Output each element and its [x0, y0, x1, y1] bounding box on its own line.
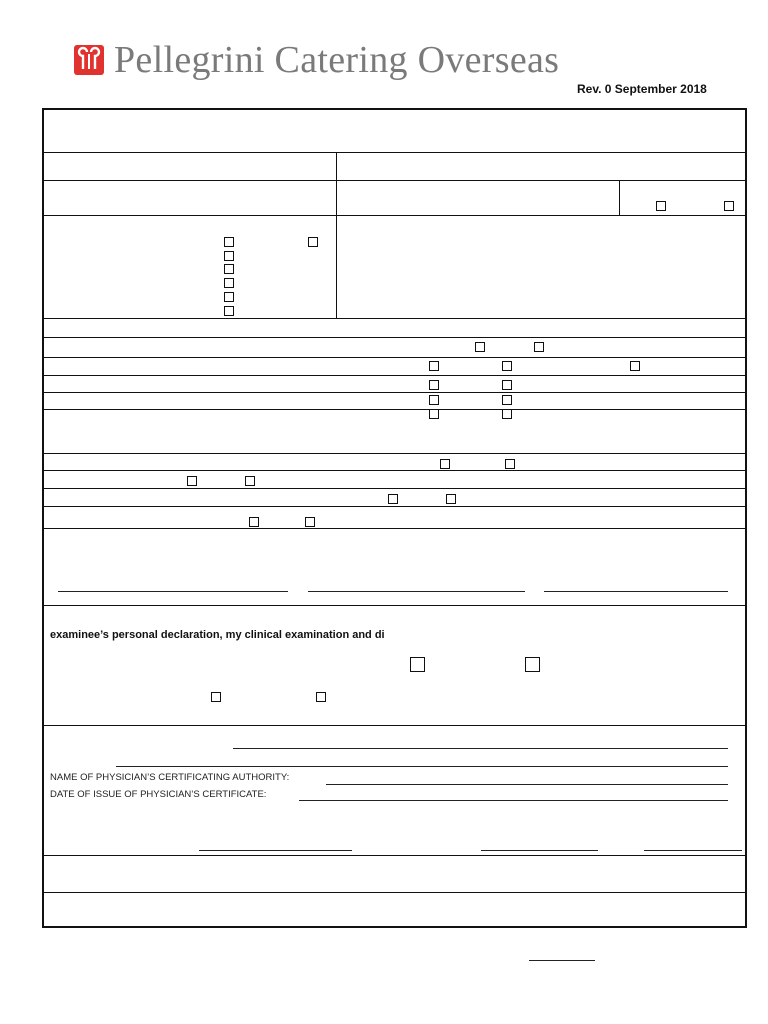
signature-line[interactable] [644, 850, 742, 851]
row-divider [42, 375, 745, 376]
certificate-date-label: DATE OF ISSUE OF PHYSICIAN’S CERTIFICATE: [50, 789, 267, 800]
checkbox[interactable] [429, 380, 439, 390]
checkbox[interactable] [224, 251, 234, 261]
checkbox[interactable] [316, 692, 326, 702]
row-divider [42, 152, 745, 153]
row-divider [42, 215, 745, 216]
input-line[interactable] [233, 748, 728, 749]
certificating-authority-label: NAME OF PHYSICIAN’S CERTIFICATING AUTHORITY: [50, 772, 290, 783]
checkbox[interactable] [502, 409, 512, 419]
checkbox[interactable] [249, 517, 259, 527]
row-divider [42, 453, 745, 454]
checkbox[interactable] [429, 395, 439, 405]
row-divider [42, 488, 745, 489]
certificate-date-line[interactable] [299, 800, 728, 801]
brand-name: Pellegrini Catering Overseas [114, 39, 560, 81]
revision-date: Rev. 0 September 2018 [577, 82, 707, 96]
row-divider [42, 357, 745, 358]
checkbox[interactable] [224, 237, 234, 247]
signature-line[interactable] [308, 591, 525, 592]
row-divider [42, 605, 745, 606]
checkbox[interactable] [308, 237, 318, 247]
checkbox[interactable] [187, 476, 197, 486]
checkbox[interactable] [446, 494, 456, 504]
signature-line[interactable] [58, 591, 288, 592]
signature-line[interactable] [481, 850, 598, 851]
checkbox[interactable] [224, 264, 234, 274]
checkbox[interactable] [502, 380, 512, 390]
form-frame [42, 108, 747, 928]
row-divider [42, 337, 745, 338]
row-divider [42, 855, 745, 856]
checkbox[interactable] [224, 306, 234, 316]
signature-line[interactable] [544, 591, 728, 592]
checkbox[interactable] [440, 459, 450, 469]
footer-line [529, 960, 595, 961]
checkbox[interactable] [656, 201, 666, 211]
row-divider [42, 470, 745, 471]
row-divider [42, 409, 745, 410]
checkbox[interactable] [388, 494, 398, 504]
checkbox[interactable] [502, 361, 512, 371]
row-divider [42, 392, 745, 393]
checkbox[interactable] [630, 361, 640, 371]
checkbox[interactable] [724, 201, 734, 211]
checkbox[interactable] [534, 342, 544, 352]
checkbox[interactable] [224, 278, 234, 288]
checkbox[interactable] [224, 292, 234, 302]
checkbox[interactable] [305, 517, 315, 527]
checkbox[interactable] [429, 409, 439, 419]
checkbox[interactable] [505, 459, 515, 469]
input-line[interactable] [116, 766, 728, 767]
signature-line[interactable] [199, 850, 352, 851]
checkbox[interactable] [475, 342, 485, 352]
pellegrini-logo-icon [74, 45, 104, 75]
certificating-authority-line[interactable] [326, 784, 728, 785]
row-divider [42, 318, 745, 319]
declaration-text: examinee’s personal declaration, my clinical examination and di [50, 629, 385, 641]
row-divider [42, 528, 745, 529]
checkbox[interactable] [429, 361, 439, 371]
checkbox[interactable] [245, 476, 255, 486]
checkbox-large[interactable] [525, 657, 540, 672]
row-divider [42, 892, 745, 893]
row-divider [42, 725, 745, 726]
checkbox[interactable] [502, 395, 512, 405]
row-divider [42, 180, 745, 181]
row-divider [42, 506, 745, 507]
column-divider [619, 180, 620, 215]
checkbox-large[interactable] [410, 657, 425, 672]
checkbox[interactable] [211, 692, 221, 702]
column-divider [336, 152, 337, 318]
